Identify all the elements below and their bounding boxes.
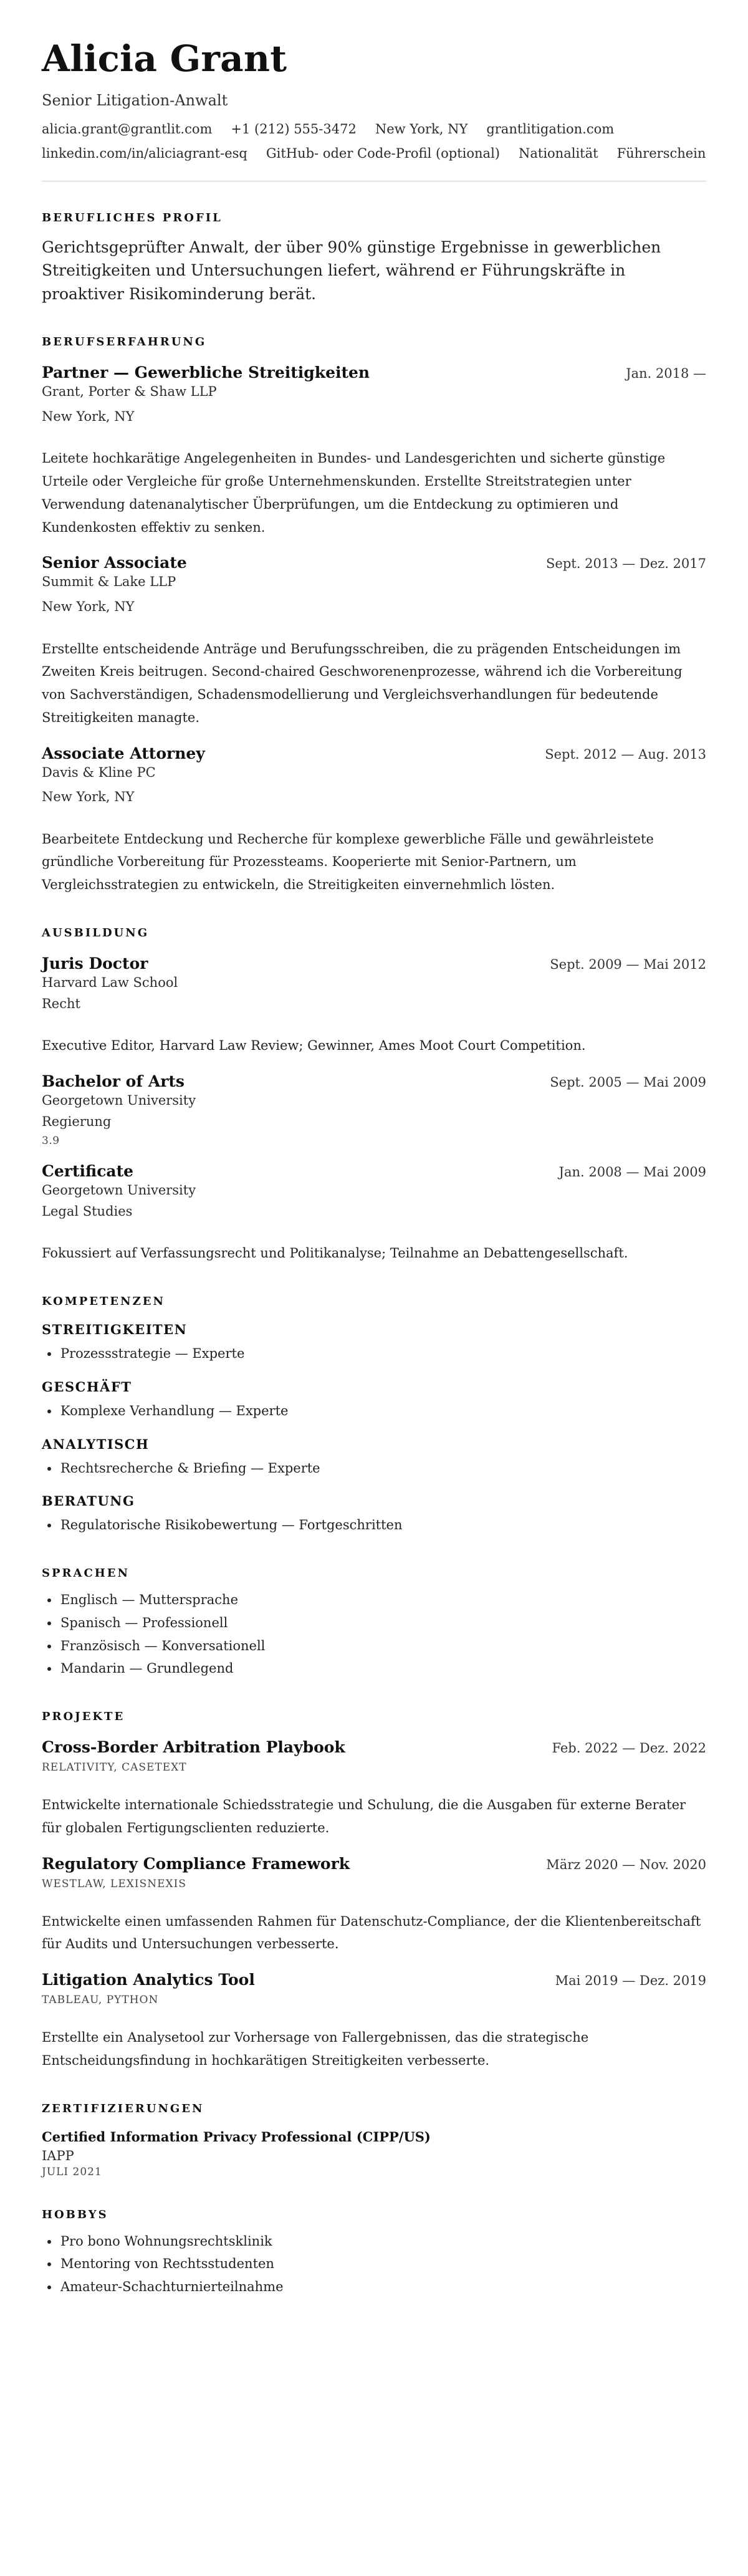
skill-item: • Regulatorische Risikobewertung — Fortgeschritten (59, 1514, 706, 1537)
contact-location: New York, NY (375, 121, 468, 137)
project-title: Litigation Analytics Tool (42, 1971, 255, 1989)
school-name: Georgetown University (42, 1092, 196, 1108)
profile-summary: Gerichtsgeprüfter Anwalt, der über 90% günstige Ergebnisse in gewerblichen Streitigkeiten und Untersuchungen liefert, während er Führungskräfte in proaktiver Risikominderung berät. (42, 238, 661, 303)
job-description: Bearbeitete Entdeckung und Recherche für komplexe gewerbliche Fälle und gewährleistete gründliche Vorbereitung für Prozessteams. Kooperierte mit Senior-Partnern, um Vergleichsstrategien zu entwickeln, die Streitigkeiten einvernehmlich lösten. (42, 831, 654, 893)
contact-phone[interactable]: +1 (212) 555-3472 (231, 121, 357, 137)
contact-website[interactable]: grantlitigation.com (486, 121, 615, 137)
degree-date: Sept. 2005 — Mai 2009 (550, 1074, 706, 1090)
education-description: Fokussiert auf Verfassungsrecht und Politikanalyse; Teilnahme an Debattengesellschaft. (42, 1246, 628, 1261)
language-item: • Englisch — Muttersprache (59, 1588, 706, 1612)
contact-list (42, 120, 706, 163)
experience-entry (42, 554, 706, 729)
experience-section (42, 335, 706, 896)
education-entry (42, 1072, 706, 1147)
school-name: Georgetown University (42, 1183, 196, 1198)
job-description: Leitete hochkarätige Angelegenheiten in Bundes- und Landesgerichten und sicherte günstige Urteile oder Vergleiche für große Unternehmenskunden. Erstellte Streitstrategien unter Verwendung datenanalytischer Überprüfungen, um die Entdeckung zu optimieren und Kundenkosten effektiv zu senken. (42, 451, 666, 535)
skill-group-title: GESCHÄFT (42, 1378, 132, 1395)
project-title: Cross-Border Arbitration Playbook (42, 1738, 345, 1757)
experience-entry (42, 744, 706, 896)
skill-group-title: STREITIGKEITEN (42, 1322, 188, 1338)
degree-title: Juris Doctor (42, 954, 148, 973)
project-date: März 2020 — Nov. 2020 (546, 1857, 706, 1872)
section-heading-skills: KOMPETENZEN (42, 1295, 165, 1309)
project-date: Feb. 2022 — Dez. 2022 (552, 1741, 706, 1756)
hobby-item: • Pro bono Wohnungsrechtsklinik (59, 2230, 706, 2253)
project-entry (42, 1971, 706, 2072)
project-tags: RELATIVITY, CASETEXT (42, 1761, 187, 1774)
section-heading-hobbies: HOBBYS (42, 2208, 108, 2221)
project-description: Entwickelte einen umfassenden Rahmen für Datenschutz-Compliance, der die Klientenbereitschaft für Audits und Untersuchungen verbesserte. (42, 1913, 701, 1952)
language-item: • Französisch — Konversationell (59, 1635, 706, 1658)
job-company: Summit & Lake LLP (42, 574, 176, 590)
skill-list (42, 1400, 706, 1423)
job-company: Grant, Porter & Shaw LLP (42, 384, 217, 400)
education-description: Executive Editor, Harvard Law Review; Gewinner, Ames Moot Court Competition. (42, 1038, 586, 1054)
contact-github[interactable]: GitHub- oder Code-Profil (optional) (266, 146, 500, 161)
degree-date: Jan. 2008 — Mai 2009 (559, 1165, 706, 1180)
section-heading-certifications: ZERTIFIZIERUNGEN (42, 2102, 204, 2115)
degree-title: Bachelor of Arts (42, 1072, 185, 1090)
degree-title: Certificate (42, 1162, 134, 1181)
job-location: New York, NY (42, 789, 135, 805)
experience-entry (42, 363, 706, 539)
candidate-name: Alicia Grant (42, 37, 287, 80)
degree-gpa: 3.9 (42, 1135, 60, 1148)
skill-item: • Prozessstrategie — Experte (59, 1342, 706, 1365)
contact-email[interactable]: alicia.grant@grantlit.com (42, 121, 213, 137)
hobby-item: • Amateur-Schachturnierteilnahme (59, 2276, 706, 2299)
skill-list (42, 1342, 706, 1365)
section-heading-languages: SPRACHEN (42, 1567, 130, 1580)
skill-group-title: BERATUNG (42, 1493, 135, 1509)
hobbies-section (42, 2208, 706, 2299)
profile-section (42, 211, 706, 306)
skills-section (42, 1295, 706, 1537)
project-description: Entwickelte internationale Schiedsstrategie und Schulung, die die Ausgaben für externe Berater für globalen Fertigungsclienten reduzierte. (42, 1797, 686, 1835)
school-name: Harvard Law School (42, 974, 178, 990)
job-date: Sept. 2013 — Dez. 2017 (546, 556, 706, 572)
job-title: Senior Associate (42, 554, 187, 572)
degree-field: Regierung (42, 1113, 112, 1129)
skill-group-title: ANALYTISCH (42, 1436, 150, 1452)
job-location: New York, NY (42, 408, 135, 424)
project-description: Erstellte ein Analysetool zur Vorhersage von Fallergebnissen, das die strategische Entscheidungsfindung in hochkarätigen Streitigkeiten verbesserte. (42, 2030, 589, 2068)
language-item: • Spanisch — Professionell (59, 1612, 706, 1635)
job-title: Associate Attorney (42, 744, 205, 762)
job-description: Erstellte entscheidende Anträge und Berufungsschreiben, die zu prägenden Entscheidungen im Zweiten Kreis beitrugen. Second-chaired Geschworenenprozesse, während ich die Vorbereitung von Sachverständigen, Schadensmodellierung und Vergleichsverhandlungen für bedeutende Streitigkeiten managte. (42, 641, 683, 725)
section-heading-projects: PROJEKTE (42, 1710, 125, 1724)
certification-date: JULI 2021 (42, 2165, 102, 2178)
candidate-title: Senior Litigation-Anwalt (42, 91, 228, 109)
section-heading-profile: BERUFLICHES PROFIL (42, 211, 223, 224)
contact-linkedin[interactable]: linkedin.com/in/aliciagrant-esq (42, 146, 247, 161)
skill-list (42, 1514, 706, 1537)
skill-item: • Rechtsrecherche & Briefing — Experte (59, 1457, 706, 1480)
projects-section (42, 1710, 706, 2072)
section-heading-experience: BERUFSERFAHRUNG (42, 335, 207, 349)
degree-field: Recht (42, 996, 80, 1011)
degree-field: Legal Studies (42, 1203, 133, 1219)
contact-license: Führerschein (616, 146, 706, 161)
job-title: Partner — Gewerbliche Streitigkeiten (42, 363, 370, 382)
section-heading-education: AUSBILDUNG (42, 926, 150, 940)
language-item: • Mandarin — Grundlegend (59, 1657, 706, 1680)
certification-issuer: IAPP (42, 2148, 74, 2163)
job-company: Davis & Kline PC (42, 764, 156, 780)
certifications-section (42, 2102, 706, 2178)
job-location: New York, NY (42, 598, 135, 614)
education-section (42, 926, 706, 1265)
project-date: Mai 2019 — Dez. 2019 (555, 1973, 706, 1989)
hobby-list (42, 2230, 706, 2299)
skill-item: • Komplexe Verhandlung — Experte (59, 1400, 706, 1423)
project-entry (42, 1738, 706, 1840)
education-entry (42, 1162, 706, 1265)
languages-section (42, 1567, 706, 1680)
project-tags: WESTLAW, LEXISNEXIS (42, 1877, 186, 1890)
skill-list (42, 1457, 706, 1480)
project-title: Regulatory Compliance Framework (42, 1854, 350, 1873)
certification-name: Certified Information Privacy Professional (CIPP/US) (42, 2128, 431, 2145)
project-tags: TABLEAU, PYTHON (42, 1994, 159, 2007)
hobby-item: • Mentoring von Rechtsstudenten (59, 2252, 706, 2276)
project-entry (42, 1855, 706, 1956)
education-entry (42, 954, 706, 1057)
job-date: Sept. 2012 — Aug. 2013 (545, 746, 706, 762)
contact-nationality: Nationalität (518, 146, 598, 161)
degree-date: Sept. 2009 — Mai 2012 (550, 956, 706, 972)
language-list (42, 1588, 706, 1680)
job-date: Jan. 2018 — (626, 366, 706, 382)
